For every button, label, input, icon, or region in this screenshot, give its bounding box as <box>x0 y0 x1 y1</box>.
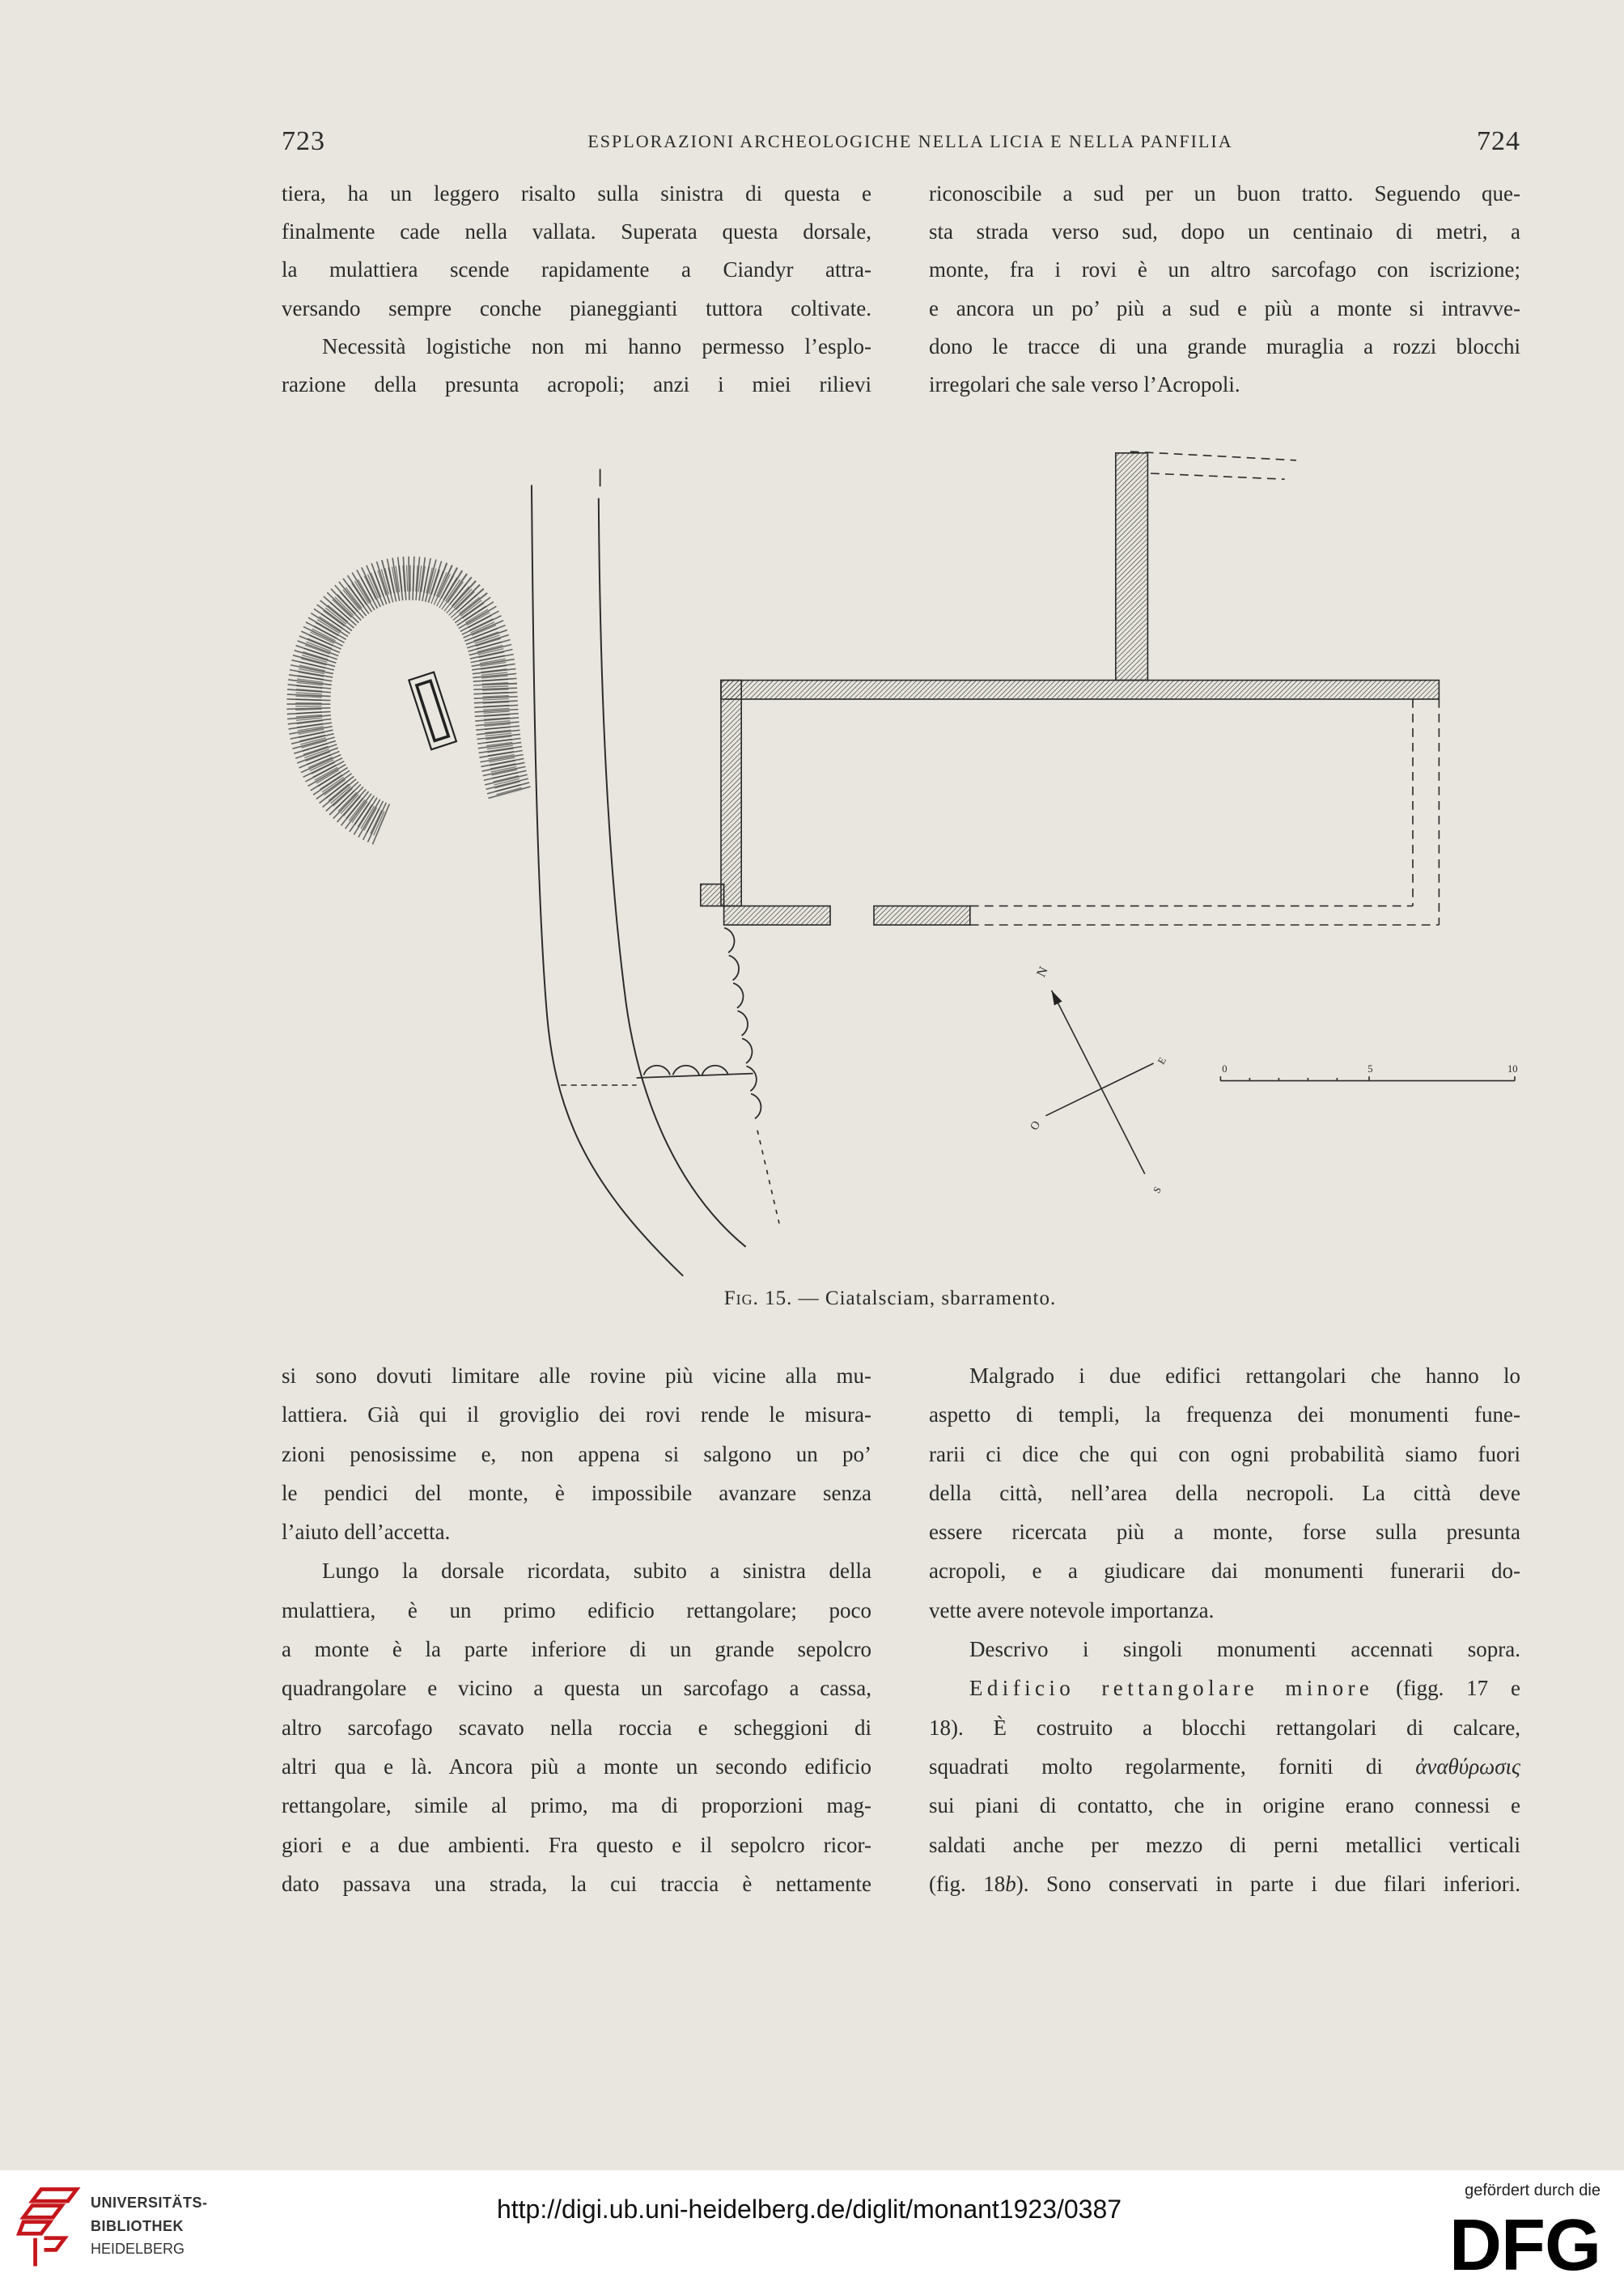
south-wall-right <box>874 906 970 925</box>
library-name-line: HEIDELBERG <box>91 2241 185 2258</box>
text-line: si sono dovuti limitare alle rovine più vicine alla mu- <box>282 1364 871 1388</box>
bottom-left-column <box>282 1356 871 1903</box>
text-line: a monte è la parte inferiore di un grande sepolcro <box>282 1637 871 1662</box>
text-line <box>929 1669 1520 1707</box>
text-line: altro sarcofago scavato nella roccia e scheggioni di <box>282 1715 871 1740</box>
text-line: Descrivo i singoli monumenti accennati sopra. <box>969 1637 1520 1662</box>
text-line: 18). È costruito a blocchi rettangolari di calcare, <box>929 1715 1520 1740</box>
scale-label-end: 10 <box>1507 1062 1518 1075</box>
text-line: tiera, ha un leggero risalto sulla sinistra di questa e <box>282 181 871 206</box>
scale-label-start: 0 <box>1222 1062 1228 1075</box>
text-line: aspetto di templi, la frequenza dei monumenti fune- <box>929 1402 1520 1427</box>
compass-west-label: O <box>1028 1118 1044 1133</box>
text-line <box>929 1747 1520 1786</box>
funded-by-text: gefördert durch die <box>1465 2182 1601 2199</box>
text-fragment: (figg. 17 e <box>1373 1676 1520 1701</box>
library-name-line: UNIVERSITÄTS- <box>91 2195 208 2211</box>
compass-rose <box>1028 964 1168 1195</box>
text-line: zioni penosissime e, non appena si salgono un po’ <box>282 1441 871 1466</box>
text-line: vette avere notevole importanza. <box>929 1597 1215 1622</box>
library-logo-icon <box>15 2185 83 2271</box>
building-walls <box>701 453 1440 925</box>
text-line: dono le tracce di una grande muraglia a rozzi blocchi <box>929 333 1520 358</box>
library-name-line: BIBLIOTHEK <box>91 2217 184 2234</box>
text-line: e ancora un po’ più a sud e più a monte si intravve- <box>929 295 1520 320</box>
rubble-stones-row <box>637 1066 753 1078</box>
page-number-left: 723 <box>282 126 325 156</box>
text-line: altri qua e là. Ancora più a monte un secondo edificio <box>282 1754 871 1779</box>
text-line: finalmente cade nella vallata. Superata questa dorsale, <box>282 219 871 244</box>
text-line <box>929 1864 1520 1903</box>
text-line: irregolari che sale verso l’Acropoli. <box>929 371 1240 397</box>
text-fragment: ). Sono conservati in parte i due filari inferiori. <box>1016 1871 1520 1896</box>
dashed-trace <box>757 1130 779 1224</box>
west-wall <box>721 681 741 906</box>
wall-stub <box>701 884 724 906</box>
italic-letter: b <box>1005 1871 1016 1896</box>
text-line: Lungo la dorsale ricordata, subito a sinistra della <box>322 1559 871 1584</box>
north-arrow-icon <box>1052 990 1062 1006</box>
top-left-column <box>282 175 871 404</box>
page-number-right: 724 <box>1477 126 1520 156</box>
text-line: dato passava una strada, la cui traccia è nettamente <box>282 1871 871 1896</box>
viewer-footer <box>0 2170 1624 2285</box>
text-line: monte, fra i rovi è un altro sarcofago con iscrizione; <box>929 257 1520 282</box>
compass-south-label: S <box>1151 1184 1164 1196</box>
north-wall <box>721 681 1439 699</box>
dfg-logo: DFG <box>1449 2205 1601 2286</box>
text-line: saldati anche per mezzo di perni metallici verticali <box>929 1832 1520 1857</box>
text-line: razione della presunta acropoli; anzi i miei rilievi <box>282 371 871 397</box>
compass-north-label: N <box>1033 964 1051 980</box>
text-line: essere ricercata più a monte, forse sulla presunta <box>929 1520 1520 1545</box>
text-line: mulattiera, è un primo edificio rettangolare; poco <box>282 1597 871 1622</box>
bottom-right-column <box>929 1356 1520 1903</box>
text-line: sui piani di contatto, che in origine erano connessi e <box>929 1793 1520 1818</box>
text-line: lattiera. Già qui il groviglio dei rovi rende le misura- <box>282 1402 871 1427</box>
text-line: acropoli, e a giudicare dai monumenti funerarii do- <box>929 1559 1520 1584</box>
text-line: l’aiuto dell’accetta. <box>282 1520 451 1545</box>
figure-title: — Ciatalsciam, sbarramento. <box>792 1287 1057 1309</box>
top-right-column <box>929 175 1520 404</box>
greek-term: ἀναθύρωσις <box>1415 1754 1520 1779</box>
text-line: della città, nell’area della necropoli. La città deve <box>929 1480 1520 1505</box>
text-fragment: (fig. 18 <box>929 1871 1006 1896</box>
text-line: Necessità logistiche non mi hanno permesso l’esplo- <box>322 333 871 358</box>
scale-label-mid: 5 <box>1367 1062 1373 1075</box>
compass-east-label: E <box>1155 1055 1168 1067</box>
road-left-edge <box>532 485 683 1275</box>
spur-wall <box>1116 453 1148 681</box>
plan-figure <box>262 430 1544 1289</box>
rubble-stones-slanted <box>724 928 761 1119</box>
text-line: rarii ci dice che qui con ogni probabilità siamo fuori <box>929 1441 1520 1466</box>
text-line: giori e a due ambienti. Fra questo e il sepolcro ricor- <box>282 1832 871 1857</box>
figure-number: Fig. 15. <box>723 1287 793 1309</box>
sarcophagus <box>409 672 456 750</box>
permalink-url[interactable]: http://digi.ub.uni-heidelberg.de/diglit/monant1923/0387 <box>496 2195 1122 2224</box>
text-line: rettangolare, simile al primo, ma di proporzioni mag- <box>282 1793 871 1818</box>
running-title: ESPLORAZIONI ARCHEOLOGICHE NELLA LICIA E NELLA PANFILIA <box>587 131 1233 151</box>
figure-caption <box>486 1285 1295 1313</box>
spaced-heading: Edificio rettangolare minore <box>969 1676 1374 1701</box>
text-line: versando sempre conche pianeggianti tuttora coltivate. <box>282 295 871 320</box>
text-line: le pendici del monte, è impossibile avanzare senza <box>282 1480 871 1505</box>
text-line: quadrangolare e vicino a questa un sarcofago a cassa, <box>282 1676 871 1701</box>
text-fragment: squadrati molto regolarmente, forniti di <box>929 1754 1416 1779</box>
curved-enclosure-wall <box>308 579 510 825</box>
text-line: sta strada verso sud, dopo un centinaio di metri, a <box>929 219 1520 244</box>
south-wall-left <box>724 906 830 925</box>
text-line: Malgrado i due edifici rettangolari che hanno lo <box>969 1364 1520 1388</box>
library-name <box>91 2191 208 2261</box>
scale-bar <box>1220 1076 1515 1080</box>
text-line: riconoscibile a sud per un buon tratto. Seguendo que- <box>929 181 1520 206</box>
text-line: la mulattiera scende rapidamente a Ciandyr attra- <box>282 257 871 282</box>
